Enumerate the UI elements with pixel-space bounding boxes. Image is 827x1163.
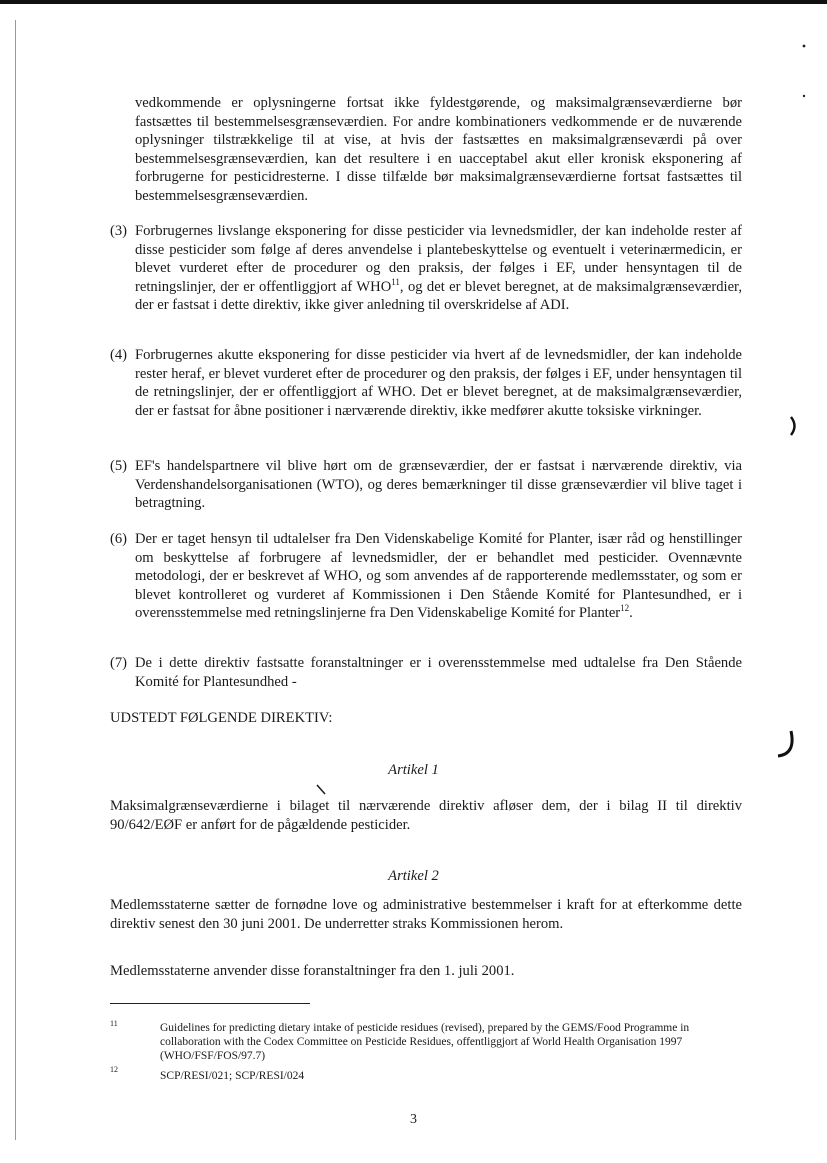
recital-number: (5)	[110, 458, 128, 474]
recital-number: (4)	[110, 347, 128, 363]
recital-text: Der er taget hensyn til udtalelser fra Den Videnskabelige Komité for Planter, især råd og henstillinger om beskyttelse af forbrugere af levnedsmidler, der er behandlet med pesticider. Ovennævnte metodologi, der er beskrevet af WHO, og som anvendes af de rapporterende medlemsstater, og som er blevet kontrolleret og vurderet af Kommissionen i Den Stående Komité for Plantesundhed, er i overensstemmelse med retningslinjerne fra Den Videnskabelige Komité for Planter	[135, 531, 742, 622]
recital-text: Forbrugernes livslange eksponering for disse pesticider via levnedsmidler, der kan indeholde rester af disse pesticider som følge af deres anvendelse i plantebeskyttelse og eventuelt i veterinærmedicin, er blevet vurderet efter de procedurer og den praksis, der følges i EF, under hensyntagen til de retningslinjer, der er offentliggjort af WHO	[135, 223, 742, 295]
page-number: 3	[410, 1112, 417, 1127]
footnote-ref: 11	[391, 276, 400, 287]
recital-6	[110, 530, 742, 623]
recital-text: Forbrugernes akutte eksponering for disse pesticider via hvert af de levnedsmidler, der kan indeholde rester heraf, er blevet vurderet efter de procedurer og den praksis, der følges i EF, under hensyntagen til de retningslinjer, der er offentliggjort af WHO. Det er blevet beregnet, at de maksimalgrænseværdier, der er fastsat for åbne positioner i nærværende direktiv, ikke medfører akutte toksiske virkninger.	[135, 347, 742, 419]
footnote-12: SCP/RESI/021; SCP/RESI/024	[160, 1070, 305, 1082]
article-2-title: Artikel 2	[388, 868, 439, 884]
enacting-heading: UDSTEDT FØLGENDE DIREKTIV:	[110, 710, 333, 726]
recital-text: De i dette direktiv fastsatte foranstaltninger er i overensstemmelse med udtalelse fra Den Stående Komité for Plantesundhed -	[135, 655, 742, 690]
recital-text: EF's handelspartnere vil blive hørt om de grænseværdier, der er fastsat i nærværende direktiv, via Verdenshandelsorganisationen (WTO), og deres bemærkninger til disse grænseværdier vil blive taget i betragtning.	[135, 458, 742, 512]
recital-4	[110, 346, 742, 420]
article-2-paragraph-2: Medlemsstaterne anvender disse foranstaltninger fra den 1. juli 2001.	[110, 963, 515, 979]
article-1-title: Artikel 1	[388, 762, 439, 778]
recital-text-tail: .	[629, 605, 633, 622]
scan-speck-icon	[800, 40, 810, 100]
scan-stroke-icon	[315, 783, 329, 797]
footnote-number: 11	[110, 1019, 118, 1028]
recital-5	[110, 457, 742, 513]
article-2-paragraph-1: Medlemsstaterne sætter de fornødne love og administrative bestemmelser i kraft for at efterkomme dette direktiv senest den 30 juni 2001. De underretter straks Kommissionen herom.	[110, 897, 742, 932]
recital-text-tail: , og det er blevet beregnet, at de maksimalgrænseværdier, der er fastsat i dette direktiv, ikke giver anledning til overskridelse af ADI.	[135, 278, 742, 314]
footnote-11: Guidelines for predicting dietary intake of pesticide residues (revised), prepared by the GEMS/Food Programme in collaboration with the Codex Committee on Pesticide Residues, offentliggjort af World Health Organisation 1997 (WHO/FSF/FOS/97.7)	[160, 1022, 690, 1062]
scan-bracket-icon	[786, 415, 802, 437]
recital-7	[110, 654, 742, 691]
recital-number: (7)	[110, 655, 128, 671]
recital-number: (3)	[110, 223, 128, 239]
footnote-ref: 12	[620, 603, 630, 614]
footnote-number: 12	[110, 1065, 118, 1074]
top-border	[0, 0, 827, 4]
recital-3	[110, 222, 742, 315]
left-scan-edge	[15, 20, 16, 1140]
footnote-rule	[110, 1003, 310, 1004]
recital-number: (6)	[110, 531, 128, 547]
scan-curve-icon	[774, 728, 798, 760]
article-1-text: Maksimalgrænseværdierne i bilaget til nærværende direktiv afløser dem, der i bilag II til direktiv 90/642/EØF er anført for de pågældende pesticider.	[110, 798, 742, 833]
intro-continuation: vedkommende er oplysningerne fortsat ikke fyldestgørende, og maksimalgrænseværdierne bør fastsættes til bestemmelsesgrænseværdien. For andre kombinationers vedkommende er de nuværende oplysninger tilstrækkelige til at vise, at hvis der fastsættes en maksimalgrænseværdi på over bestemmelsesgrænseværdien, kan det resultere i en uacceptabel akut eller kronisk eksponering af forbrugerne for pesticidresterne. I disse tilfælde bør maksimalgrænseværdierne fortsat fastsættes til bestemmelsesgrænseværdien.	[135, 95, 742, 204]
